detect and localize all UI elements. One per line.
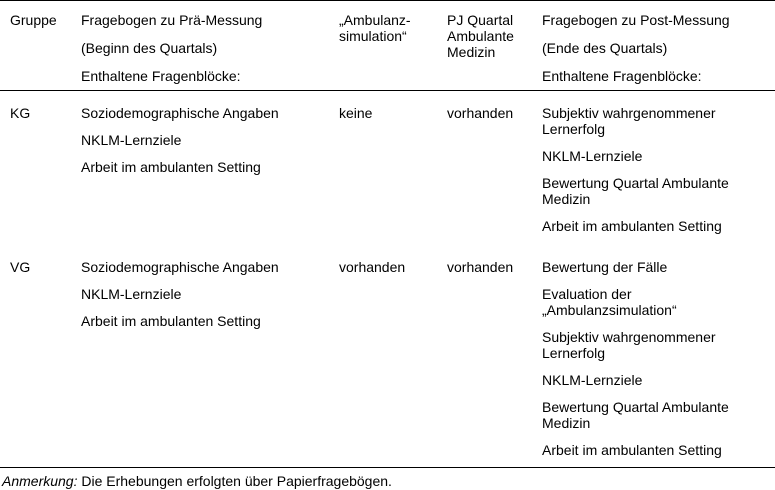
sim-value: keine <box>339 105 373 121</box>
pre-item: Soziodemographische Angaben <box>81 105 279 121</box>
note-label: Anmerkung: <box>2 473 78 489</box>
table-top-rule <box>0 0 775 1</box>
group-label: KG <box>10 105 31 121</box>
header-sim <box>339 12 411 44</box>
header-sim-line: „Ambulanz- <box>339 12 411 28</box>
pj-value: vorhanden <box>447 105 514 121</box>
table-note <box>2 473 392 489</box>
table-bottom-rule <box>0 467 775 468</box>
pre-item: Arbeit im ambulanten Setting <box>81 313 261 329</box>
pre-item: NKLM-Lernziele <box>81 286 182 302</box>
header-pre-line: Fragebogen zu Prä-Messung <box>81 12 263 28</box>
header-post-line: Fragebogen zu Post-Messung <box>542 12 730 28</box>
pre-item: NKLM-Lernziele <box>81 132 182 148</box>
pre-item: Soziodemographische Angaben <box>81 259 279 275</box>
header-sim-line: simulation“ <box>339 28 407 44</box>
row-kg-pj <box>447 105 513 121</box>
row-kg-post <box>542 105 729 234</box>
header-post <box>542 12 730 84</box>
row-vg-pre <box>81 259 279 329</box>
row-vg-group <box>10 259 30 275</box>
header-pre <box>81 12 262 84</box>
header-pj-line: PJ Quartal <box>447 12 514 28</box>
post-item: Bewertung der Fälle <box>542 259 668 275</box>
sim-value: vorhanden <box>339 259 406 275</box>
row-kg-group <box>10 105 30 121</box>
header-post-line: (Ende des Quartals) <box>542 40 668 56</box>
post-item: Bewertung Quartal Ambulante <box>542 399 729 415</box>
header-pre-line: (Beginn des Quartals) <box>81 40 218 56</box>
pj-value: vorhanden <box>447 259 514 275</box>
post-item: Medizin <box>542 191 591 207</box>
note-text: Die Erhebungen erfolgten über Papierfragebögen. <box>77 473 392 489</box>
group-label: VG <box>10 259 31 275</box>
post-item: Lernerfolg <box>542 345 606 361</box>
row-vg-post <box>542 259 729 458</box>
post-item: NKLM-Lernziele <box>542 372 643 388</box>
header-group-label: Gruppe <box>10 12 57 28</box>
post-item: Arbeit im ambulanten Setting <box>542 442 722 458</box>
header-group <box>10 12 57 28</box>
header-pj-line: Ambulante <box>447 28 514 44</box>
header-pre-line: Enthaltene Fragenblöcke: <box>81 68 241 84</box>
post-item: Lernerfolg <box>542 121 606 137</box>
post-item: Evaluation der <box>542 286 632 302</box>
header-rule <box>0 90 775 91</box>
header-post-line: Enthaltene Fragenblöcke: <box>542 68 702 84</box>
pre-item: Arbeit im ambulanten Setting <box>81 159 261 175</box>
row-vg-pj <box>447 259 513 275</box>
row-kg-sim <box>339 105 372 121</box>
row-vg-sim <box>339 259 405 275</box>
header-pj-line: Medizin <box>447 44 496 60</box>
post-item: Subjektiv wahrgenommener <box>542 105 716 121</box>
post-item: Medizin <box>542 415 591 431</box>
post-item: Bewertung Quartal Ambulante <box>542 175 729 191</box>
header-pj <box>447 12 514 60</box>
post-item: Subjektiv wahrgenommener <box>542 329 716 345</box>
row-kg-pre <box>81 105 279 175</box>
post-item: NKLM-Lernziele <box>542 148 643 164</box>
post-item: „Ambulanzsimulation“ <box>542 302 677 318</box>
post-item: Arbeit im ambulanten Setting <box>542 218 722 234</box>
